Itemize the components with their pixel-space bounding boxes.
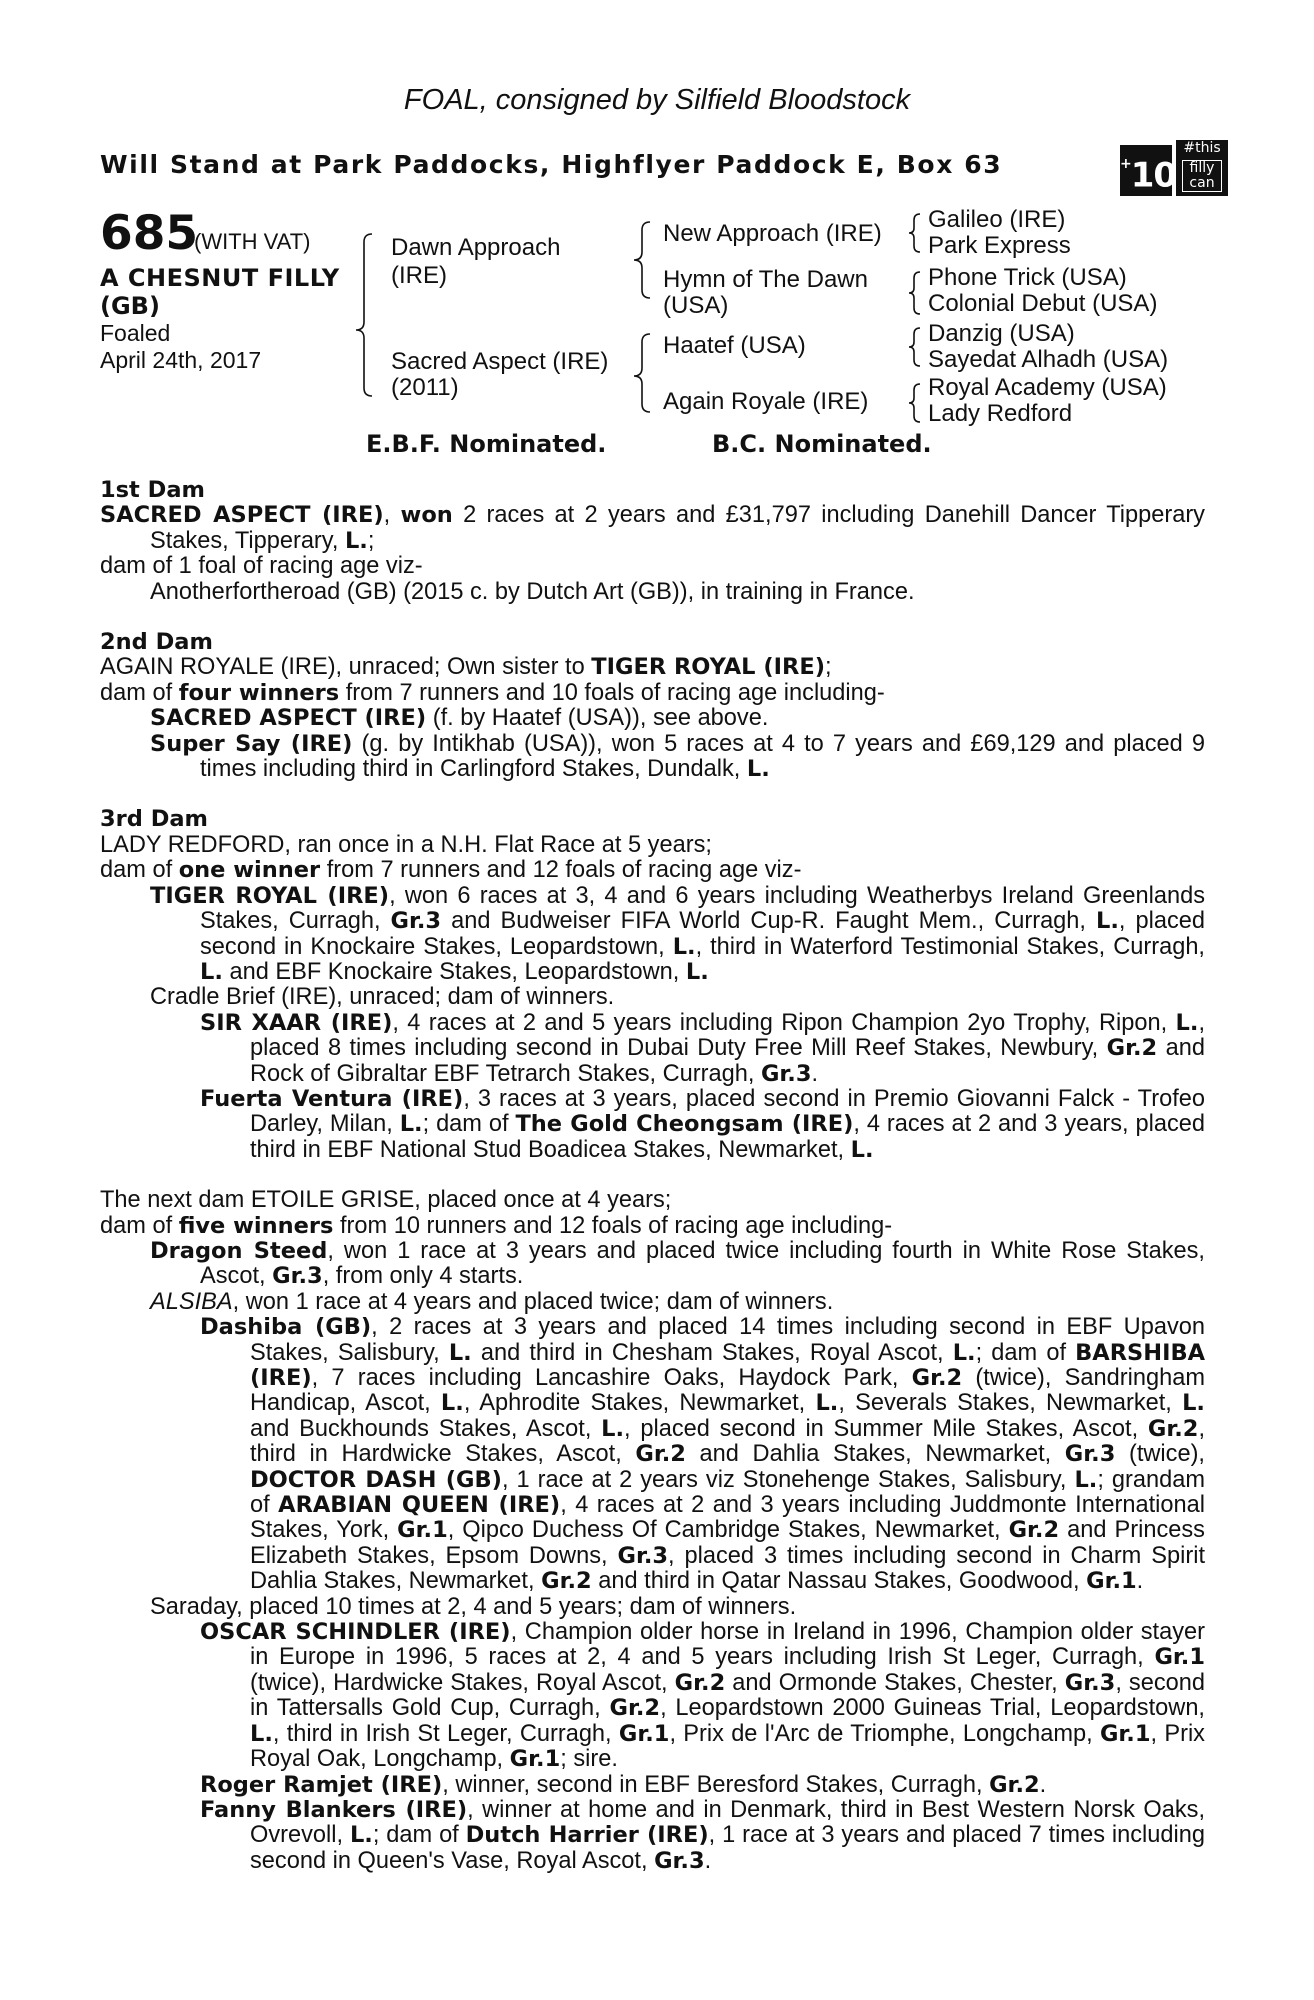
- dsd: Sayedat Alhadh (USA): [928, 346, 1169, 373]
- foaled-date: April 24th, 2017: [100, 347, 262, 373]
- sss: Galileo (IRE): [928, 206, 1066, 233]
- ebf-nomination: E.B.F. Nominated.: [366, 430, 607, 458]
- bc-nomination: B.C. Nominated.: [712, 430, 932, 458]
- sire-sire: New Approach (IRE): [663, 220, 882, 247]
- vat-note: (WITH VAT): [194, 229, 311, 254]
- dam-sire: Haatef (USA): [663, 332, 806, 359]
- dam-dam: Again Royale (IRE): [663, 388, 869, 415]
- sire-name: Dawn Approach: [391, 234, 561, 261]
- second-dam-produce-line: dam of four winners from 7 runners and 10 foals of racing age including-: [100, 679, 885, 706]
- second-dam-entry: AGAIN ROYALE (IRE), unraced; Own sister to TIGER ROYAL (IRE);: [100, 654, 832, 681]
- first-dam-produce-line: dam of 1 foal of racing age viz-: [100, 553, 423, 580]
- plus10-icon: +10: [1120, 145, 1172, 196]
- dss: Danzig (USA): [928, 320, 1075, 347]
- produce-entry: Anotherfortheroad (GB) (2015 c. by Dutch Art (GB)), in training in France.: [150, 578, 915, 605]
- foaled-label: Foaled: [100, 320, 171, 346]
- sire-dam-line1: Hymn of The Dawn: [663, 266, 868, 293]
- first-dam-heading: 1st Dam: [100, 477, 205, 503]
- stand-location: Will Stand at Park Paddocks, Highflyer Paddock E, Box 63: [100, 150, 1003, 179]
- dam-year: (2011): [391, 374, 459, 401]
- produce-entry: Super Say (IRE) (g. by Intikhab (USA)), won 5 races at 4 to 7 years and £69,129 and placed 9 times including third in Carlingford Stakes, Dundalk, L.: [150, 730, 1205, 783]
- produce-entry: Cradle Brief (IRE), unraced; dam of winners.: [150, 984, 615, 1011]
- produce-entry: SIR XAAR (IRE), 4 races at 2 and 5 years including Ripon Champion 2yo Trophy, Ripon, L., placed 8 times including second in Dubai Duty Free Mill Reef Stakes, Newbury, Gr.2 and Rock of Gibraltar EBF Tetrarch Stakes, Curragh, Gr.3.: [200, 1009, 1205, 1087]
- lot-description: A CHESNUT FILLY: [100, 264, 340, 292]
- produce-entry: Saraday, placed 10 times at 2, 4 and 5 years; dam of winners.: [150, 1593, 797, 1620]
- sds: Phone Trick (USA): [928, 264, 1127, 291]
- produce-entry: TIGER ROYAL (IRE), won 6 races at 3, 4 and 6 years including Weatherbys Ireland Greenlands Stakes, Curragh, Gr.3 and Budweiser FIFA World Cup-R. Faught Mem., Curragh, L., placed second in Knockaire Stakes, Leopardstown, L., third in Waterford Testimonial Stakes, Curragh, L. and EBF Knockaire Stakes, Leopardstown, L.: [150, 882, 1206, 985]
- produce-entry: Fuerta Ventura (IRE), 3 races at 3 years, placed second in Premio Giovanni Falck - Trofeo Darley, Milan, L.; dam of The Gold Cheongsam (IRE), 4 races at 2 and 3 years, placed third in EBF National Stud Boadicea Stakes, Newmarket, L.: [200, 1085, 1205, 1163]
- consignor-line: FOAL, consigned by Silfield Bloodstock: [403, 84, 911, 116]
- next-dam-entry: The next dam ETOILE GRISE, placed once at 4 years;: [100, 1187, 672, 1214]
- third-dam-heading: 3rd Dam: [100, 806, 208, 833]
- produce-entry: OSCAR SCHINDLER (IRE), Champion older horse in Ireland in 1996, Champion older stayer in Europe in 1996, 5 races at 2, 4 and 5 years including Irish St Leger, Curragh, Gr.1 (twice), Hardwicke Stakes, Royal Ascot, Gr.2 and Ormonde Stakes, Chester, Gr.3, second in Tattersalls Gold Cup, Curragh, Gr.2, Leopardstown 2000 Guineas Trial, Leopardstown, L., third in Irish St Leger, Curragh, Gr.1, Prix de l'Arc de Triomphe, Longchamp, Gr.1, Prix Royal Oak, Longchamp, Gr.1; sire.: [200, 1619, 1205, 1773]
- next-dam-produce-line: dam of five winners from 10 runners and 12 foals of racing age including-: [100, 1212, 893, 1239]
- sire-dam-line2: (USA): [663, 292, 729, 319]
- produce-entry: Dashiba (GB), 2 races at 3 years and placed 14 times including second in EBF Upavon Stakes, Salisbury, L. and third in Chesham Stakes, Royal Ascot, L.; dam of BARSHIBA (IRE), 7 races including Lancashire Oaks, Haydock Park, Gr.2 (twice), Sandringham Handicap, Ascot, L., Aphrodite Stakes, Newmarket, L., Severals Stakes, Newmarket, L. and Buckhounds Stakes, Ascot, L., placed second in Summer Mile Stakes, Ascot, Gr.2, third in Hardwicke Stakes, Ascot, Gr.2 and Dahlia Stakes, Newmarket, Gr.3 (twice), DOCTOR DASH (GB), 1 race at 2 years viz Stonehenge Stakes, Salisbury, L.; grandam of ARABIAN QUEEN (IRE), 4 races at 2 and 3 years including Juddmonte International Stakes, York, Gr.1, Qipco Duchess Of Cambridge Stakes, Newmarket, Gr.2 and Princess Elizabeth Stakes, Epsom Downs, Gr.3, placed 3 times including second in Charm Spirit Dahlia Stakes, Newmarket, Gr.2 and third in Qatar Nassau Stakes, Goodwood, Gr.1.: [200, 1314, 1206, 1595]
- dds: Royal Academy (USA): [928, 374, 1167, 401]
- third-dam-entry: LADY REDFORD, ran once in a N.H. Flat Race at 5 years;: [100, 831, 712, 858]
- lot-origin: (GB): [100, 292, 160, 320]
- ddd: Lady Redford: [928, 400, 1073, 427]
- third-dam-produce-line: dam of one winner from 7 runners and 12 foals of racing age viz-: [100, 857, 802, 884]
- sdd: Colonial Debut (USA): [928, 290, 1158, 317]
- ssd: Park Express: [928, 232, 1071, 259]
- first-dam-entry: SACRED ASPECT (IRE), won 2 races at 2 years and £31,797 including Danehill Dancer Tipperary Stakes, Tipperary, L.;: [100, 502, 1205, 554]
- this-filly-can-icon: #this filly can: [1176, 140, 1228, 196]
- produce-entry: Dragon Steed, won 1 race at 3 years and placed twice including fourth in White Rose Stakes, Ascot, Gr.3, from only 4 starts.: [150, 1237, 1205, 1290]
- dam-name: Sacred Aspect (IRE): [391, 348, 609, 375]
- produce-entry: ALSIBA, won 1 race at 4 years and placed twice; dam of winners.: [150, 1288, 834, 1315]
- pedigree-notes: [100, 478, 1205, 1874]
- produce-entry: Roger Ramjet (IRE), winner, second in EBF Beresford Stakes, Curragh, Gr.2.: [200, 1771, 1047, 1798]
- sire-country: (IRE): [391, 262, 447, 289]
- lot-number: 685: [100, 206, 199, 261]
- second-dam-heading: 2nd Dam: [100, 629, 213, 656]
- produce-entry: SACRED ASPECT (IRE) (f. by Haatef (USA)), see above.: [150, 705, 769, 732]
- produce-entry: Fanny Blankers (IRE), winner at home and in Denmark, third in Best Western Norsk Oaks, Ovrevoll, L.; dam of Dutch Harrier (IRE), 1 race at 3 years and placed 7 times including second in Queen's Vase, Royal Ascot, Gr.3.: [200, 1796, 1205, 1874]
